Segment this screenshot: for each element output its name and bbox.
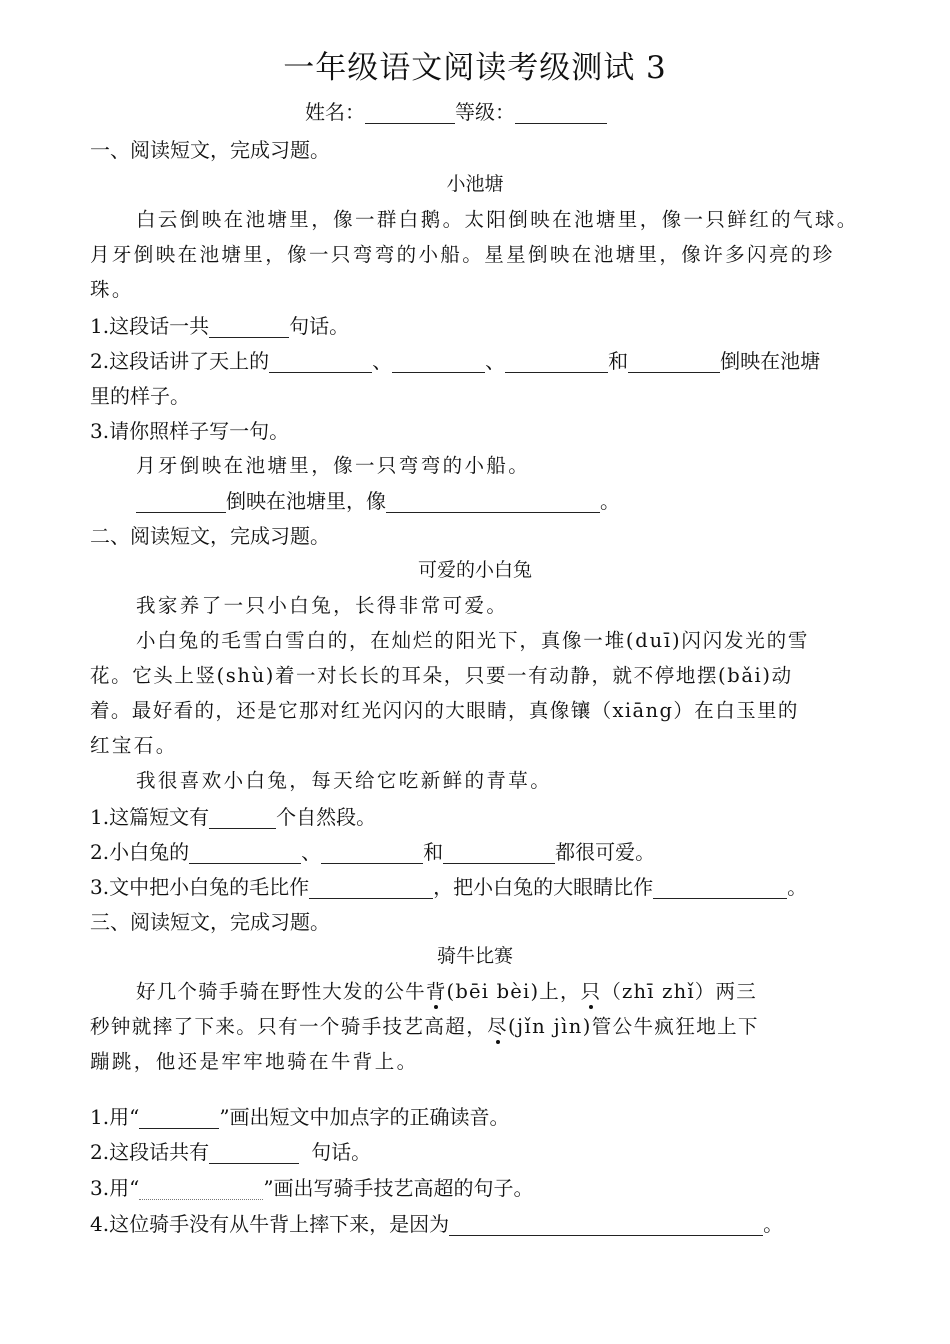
passage-3-line-2 xyxy=(90,1015,759,1039)
answer-blank[interactable] xyxy=(321,841,423,864)
conjunction: 和 xyxy=(423,840,444,864)
answer-blank[interactable] xyxy=(628,350,720,373)
passage-text: 好几个骑手骑在野性大发的公牛 xyxy=(136,980,426,1003)
dotted-character: 尽 xyxy=(487,1015,509,1038)
answer-blank[interactable] xyxy=(505,350,608,373)
section-3-heading: 三、阅读短文，完成习题。 xyxy=(90,910,330,934)
question-text: 倒映在池塘 xyxy=(720,349,821,373)
imitation-sentence xyxy=(136,489,620,513)
question-text: 倒映在池塘里，像 xyxy=(226,489,386,513)
question-3-2 xyxy=(90,1140,371,1164)
question-2-1 xyxy=(90,805,376,829)
passage-text: 秒钟就摔了下来。只有一个骑手技艺高超， xyxy=(90,1015,488,1038)
answer-blank[interactable] xyxy=(269,350,372,373)
passage-1-title: 小池塘 xyxy=(446,173,504,195)
separator: 、 xyxy=(485,349,506,373)
section-2-heading: 二、阅读短文，完成习题。 xyxy=(90,524,330,548)
pinyin-options[interactable]: (jǐn jìn)管公牛疯狂地上下 xyxy=(508,1015,759,1038)
question-text: ，把小白兔的大眼睛比作 xyxy=(433,875,654,899)
question-text: 。 xyxy=(600,489,620,513)
underline-sample xyxy=(139,1106,219,1129)
passage-2-para-2-line-2: 花。它头上竖(shù)着一对长长的耳朵，只要一有动静，就不停地摆(bǎi)动 xyxy=(90,664,793,687)
question-3-3 xyxy=(90,1176,534,1200)
question-text: 4.这位骑手没有从牛背上摔下来，是因为 xyxy=(90,1212,450,1236)
question-2-2 xyxy=(90,840,655,864)
name-field[interactable] xyxy=(365,101,455,124)
question-1-2-cont: 里的样子。 xyxy=(90,384,190,408)
question-1-3: 3.请你照样子写一句。 xyxy=(90,419,290,443)
passage-3-title: 骑牛比赛 xyxy=(436,945,513,967)
question-text: 1.用“ xyxy=(90,1105,140,1129)
question-text: 。 xyxy=(787,875,808,899)
question-text: 。 xyxy=(763,1212,784,1236)
question-text: 2.这段话共有 xyxy=(90,1140,210,1164)
answer-blank[interactable] xyxy=(449,1213,763,1236)
question-text: 3.用“ xyxy=(90,1176,140,1200)
answer-blank[interactable] xyxy=(386,490,600,513)
passage-2-para-2-line-1: 小白兔的毛雪白雪白的，在灿烂的阳光下，真像一堆(duī)闪闪发光的雪 xyxy=(136,629,810,652)
page-title: 一年级语文阅读考级测试 3 xyxy=(283,50,667,86)
passage-1-line-3: 珠。 xyxy=(90,278,134,301)
name-label: 姓名： xyxy=(305,100,365,124)
question-text: ”画出短文中加点字的正确读音。 xyxy=(219,1105,510,1129)
answer-blank[interactable] xyxy=(392,350,485,373)
passage-1-line-1: 白云倒映在池塘里，像一群白鹅。太阳倒映在池塘里，像一只鲜红的气球。 xyxy=(136,208,859,231)
conjunction: 和 xyxy=(608,349,629,373)
dotted-character: 只 xyxy=(580,980,602,1003)
passage-2-para-3: 我很喜欢小白兔，每天给它吃新鲜的青草。 xyxy=(136,769,553,792)
grade-label: 等级： xyxy=(455,100,515,124)
passage-3-line-1 xyxy=(136,980,757,1004)
question-3-1 xyxy=(90,1105,510,1129)
question-text: ”画出写骑手技艺高超的句子。 xyxy=(263,1176,534,1200)
question-text: 1.这段话一共 xyxy=(90,314,210,338)
question-1-1 xyxy=(90,314,349,338)
question-text: 都很可爱。 xyxy=(555,840,656,864)
question-text: 句话。 xyxy=(289,314,350,338)
question-3-4 xyxy=(90,1212,783,1236)
passage-2-para-2-line-3: 着。最好看的，还是它那对红光闪闪的大眼睛，真像镶（xiāng）在白玉里的 xyxy=(90,699,799,722)
question-text: 个自然段。 xyxy=(276,805,377,829)
answer-blank[interactable] xyxy=(209,315,289,338)
passage-1-line-2: 月牙倒映在池塘里，像一只弯弯的小船。星星倒映在池塘里，像许多闪亮的珍 xyxy=(90,243,835,266)
student-info xyxy=(305,100,607,124)
pinyin-options[interactable]: （zhī zhǐ）两三 xyxy=(601,980,757,1003)
separator: 、 xyxy=(372,349,393,373)
section-1-heading: 一、阅读短文，完成习题。 xyxy=(90,138,330,162)
answer-blank[interactable] xyxy=(653,876,787,899)
example-sentence: 月牙倒映在池塘里，像一只弯弯的小船。 xyxy=(136,454,531,477)
dotted-character: 背 xyxy=(425,980,447,1003)
question-text: 2.小白兔的 xyxy=(90,840,190,864)
question-text: 3.文中把小白兔的毛比作 xyxy=(90,875,310,899)
passage-3-line-3: 蹦跳，他还是牢牢地骑在牛背上。 xyxy=(90,1050,419,1073)
wavy-underline-sample xyxy=(139,1177,263,1200)
passage-2-para-2-line-4: 红宝石。 xyxy=(90,734,178,757)
answer-blank[interactable] xyxy=(209,1141,299,1164)
question-2-3 xyxy=(90,875,807,899)
question-1-2 xyxy=(90,349,820,373)
answer-blank[interactable] xyxy=(443,841,555,864)
grade-field[interactable] xyxy=(515,101,607,124)
answer-blank[interactable] xyxy=(189,841,301,864)
passage-2-title: 可爱的小白兔 xyxy=(417,559,532,581)
question-text: 1.这篇短文有 xyxy=(90,805,210,829)
answer-blank[interactable] xyxy=(209,806,276,829)
separator: 、 xyxy=(301,840,322,864)
question-text: 句话。 xyxy=(311,1140,372,1164)
question-text: 2.这段话讲了天上的 xyxy=(90,349,270,373)
answer-blank[interactable] xyxy=(309,876,433,899)
pinyin-options[interactable]: (bēi bèi)上， xyxy=(446,980,581,1003)
answer-blank[interactable] xyxy=(136,490,226,513)
passage-2-para-1: 我家养了一只小白兔，长得非常可爱。 xyxy=(136,594,509,617)
